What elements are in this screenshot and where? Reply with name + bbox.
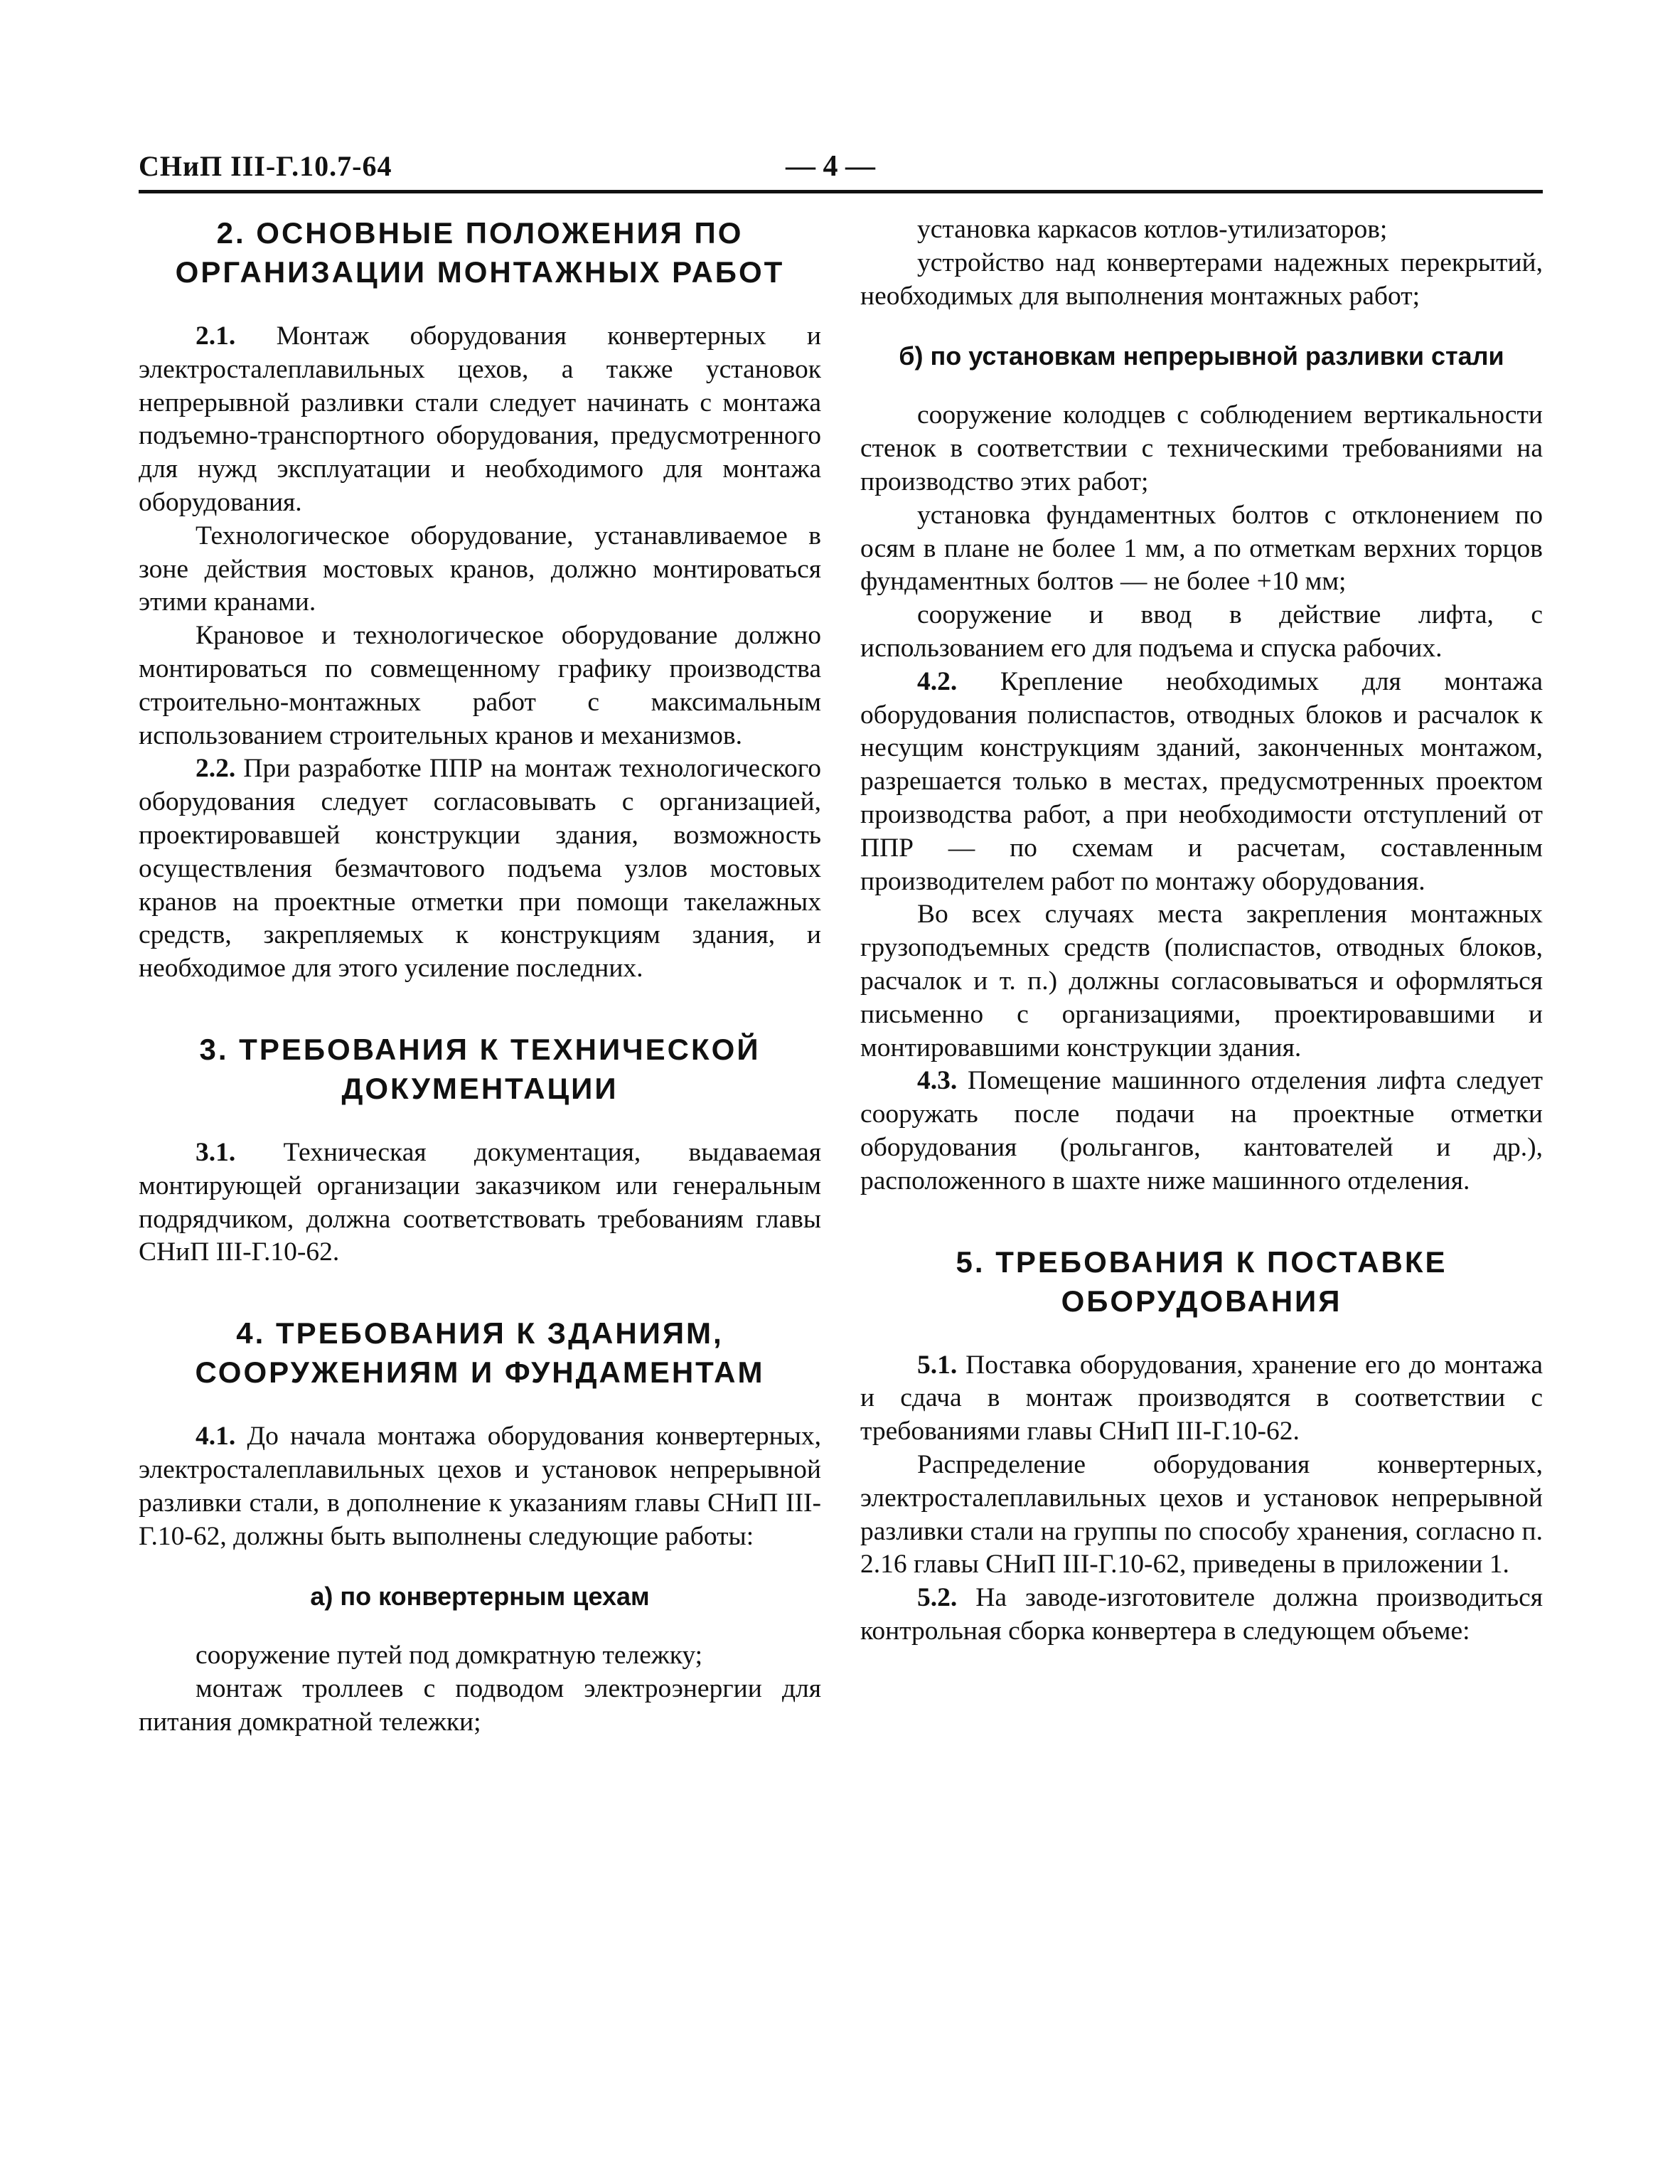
paragraph-number: 4.1. [196, 1422, 236, 1451]
document-code: СНиП III-Г.10.7-64 [139, 150, 392, 182]
paragraph-number: 5.1. [917, 1350, 958, 1380]
paragraph: Технологическое оборудование, устанавливаемое в зоне действия мостовых кранов, должно монтироваться этими кранами. [139, 521, 821, 617]
subsection-b-title: б) по установкам непрерывной разливки стали [899, 341, 1504, 371]
paragraph-number: 4.2. [917, 666, 958, 696]
paragraph-4-3 [860, 1065, 1543, 1198]
subsection-a-title: а) по конвертерным цехам [310, 1582, 650, 1612]
list-item: установка каркасов котлов-утилизаторов; [917, 215, 1388, 244]
section-3-title: 3. ТРЕБОВАНИЯ К ТЕХНИЧЕСКОЙ ДОКУМЕНТАЦИИ [199, 1032, 761, 1105]
list-item: сооружение и ввод в действие лифта, с использованием его для подъема и спуска рабочих. [860, 600, 1543, 663]
paragraph-5-2 [860, 1582, 1543, 1648]
paragraph-text: Монтаж оборудования конвертерных и электросталеплавильных цехов, а также установок непрерывной разливки стали следует начинать с монтажа подъемно-транспортного оборудования, предусмотренного для нужд эксплуатации и необходимого для монтажа оборудования. [139, 321, 821, 517]
paragraph-text: Техническая документация, выдаваемая монтирующей организации заказчиком или генеральным подрядчиком, должна соответствовать требованиям главы СНиП III-Г.10-62. [139, 1137, 821, 1267]
paragraph: Распределение оборудования конвертерных, электросталеплавильных цехов и установок непрерывной разливки стали на группы по способу хранения, согласно п. 2.16 главы СНиП III-Г.10-62, приведены в приложении 1. [860, 1449, 1543, 1580]
right-column [860, 213, 1543, 1648]
paragraph-number: 2.1. [196, 321, 236, 351]
list-item: сооружение колодцев с соблюдением вертикальности стенок в соответствии с техническими требованиями на производство этих работ; [860, 400, 1543, 496]
paragraph-3-1 [139, 1136, 821, 1269]
paragraph-text: На заводе-изготовителе должна производиться контрольная сборка конвертера в следующем объеме: [860, 1583, 1543, 1646]
section-2-title: 2. ОСНОВНЫЕ ПОЛОЖЕНИЯ ПО ОРГАНИЗАЦИИ МОНТАЖНЫХ РАБОТ [175, 216, 785, 289]
paragraph-4-1 [139, 1420, 821, 1553]
paragraph-text: Помещение машинного отделения лифта следует сооружать после подачи на проектные отметки оборудования (рольгангов, кантователей и др.), расположенного в шахте ниже машинного отделения. [860, 1066, 1543, 1195]
paragraph-text: При разработке ППР на монтаж технологического оборудования следует согласовывать с организацией, проектировавшей конструкции здания, возможность осуществления безмачтового подъема узлов мостовых кранов на проектные отметки при помощи такелажных средств, закрепляемых к конструкциям здания, и необходимое для этого усиление последних. [139, 754, 821, 984]
paragraph-number: 4.3. [917, 1066, 958, 1096]
paragraph-2-2 [139, 752, 821, 986]
paragraph-number: 5.2. [917, 1583, 958, 1613]
paragraph: Крановое и технологическое оборудование должно монтироваться по совмещенному графику производства строительно-монтажных работ с максимальным использованием строительных кранов и механизмов. [139, 621, 821, 750]
paragraph-text: Крепление необходимых для монтажа оборудования полиспастов, отводных блоков и расчалок к несущим конструкциям зданий, законченных монтажом, разрешается только в местах, предусмотренных проектом производства работ, а при необходимости отступлений от ППР — по схемам и расчетам, составленным производителем работ по монтажу оборудования. [860, 666, 1543, 896]
left-column [139, 213, 821, 1740]
header-rule [139, 190, 1543, 193]
page-number: — 4 — [786, 150, 875, 183]
paragraph-number: 3.1. [196, 1137, 236, 1167]
section-5-title: 5. ТРЕБОВАНИЯ К ПОСТАВКЕ ОБОРУДОВАНИЯ [956, 1245, 1448, 1318]
page-header [139, 149, 1543, 192]
paragraph-text: До начала монтажа оборудования конвертерных, электросталеплавильных цехов и установок непрерывной разливки стали, в дополнение к указаниям главы СНиП III-Г.10-62, должны быть выполнены следующие работы: [139, 1422, 821, 1551]
list-item: установка фундаментных болтов с отклонением по осям в плане не более 1 мм, а по отметкам верхних торцов фундаментных болтов — не более +10 мм; [860, 500, 1543, 597]
section-4-title: 4. ТРЕБОВАНИЯ К ЗДАНИЯМ, СООРУЖЕНИЯМ И ФУНДАМЕНТАМ [195, 1316, 765, 1390]
list-item: сооружение путей под домкратную тележку; [196, 1641, 703, 1671]
paragraph-number: 2.2. [196, 754, 236, 784]
list-item: монтаж троллеев с подводом электроэнергии для питания домкратной тележки; [139, 1674, 821, 1737]
list-item: устройство над конвертерами надежных перекрытий, необходимых для выполнения монтажных работ; [860, 247, 1543, 311]
paragraph-2-1 [139, 320, 821, 520]
paragraph-text: Поставка оборудования, хранение его до монтажа и сдача в монтаж производятся в соответствии с требованиями главы СНиП III-Г.10-62. [860, 1350, 1543, 1447]
paragraph-4-2 [860, 666, 1543, 899]
paragraph: Во всех случаях места закрепления монтажных грузоподъемных средств (полиспастов, отводных блоков, расчалок и т. п.) должны согласовываться и оформляться письменно с организациями, проектировавшими и монтировавшими конструкции здания. [860, 900, 1543, 1062]
paragraph-5-1 [860, 1349, 1543, 1449]
